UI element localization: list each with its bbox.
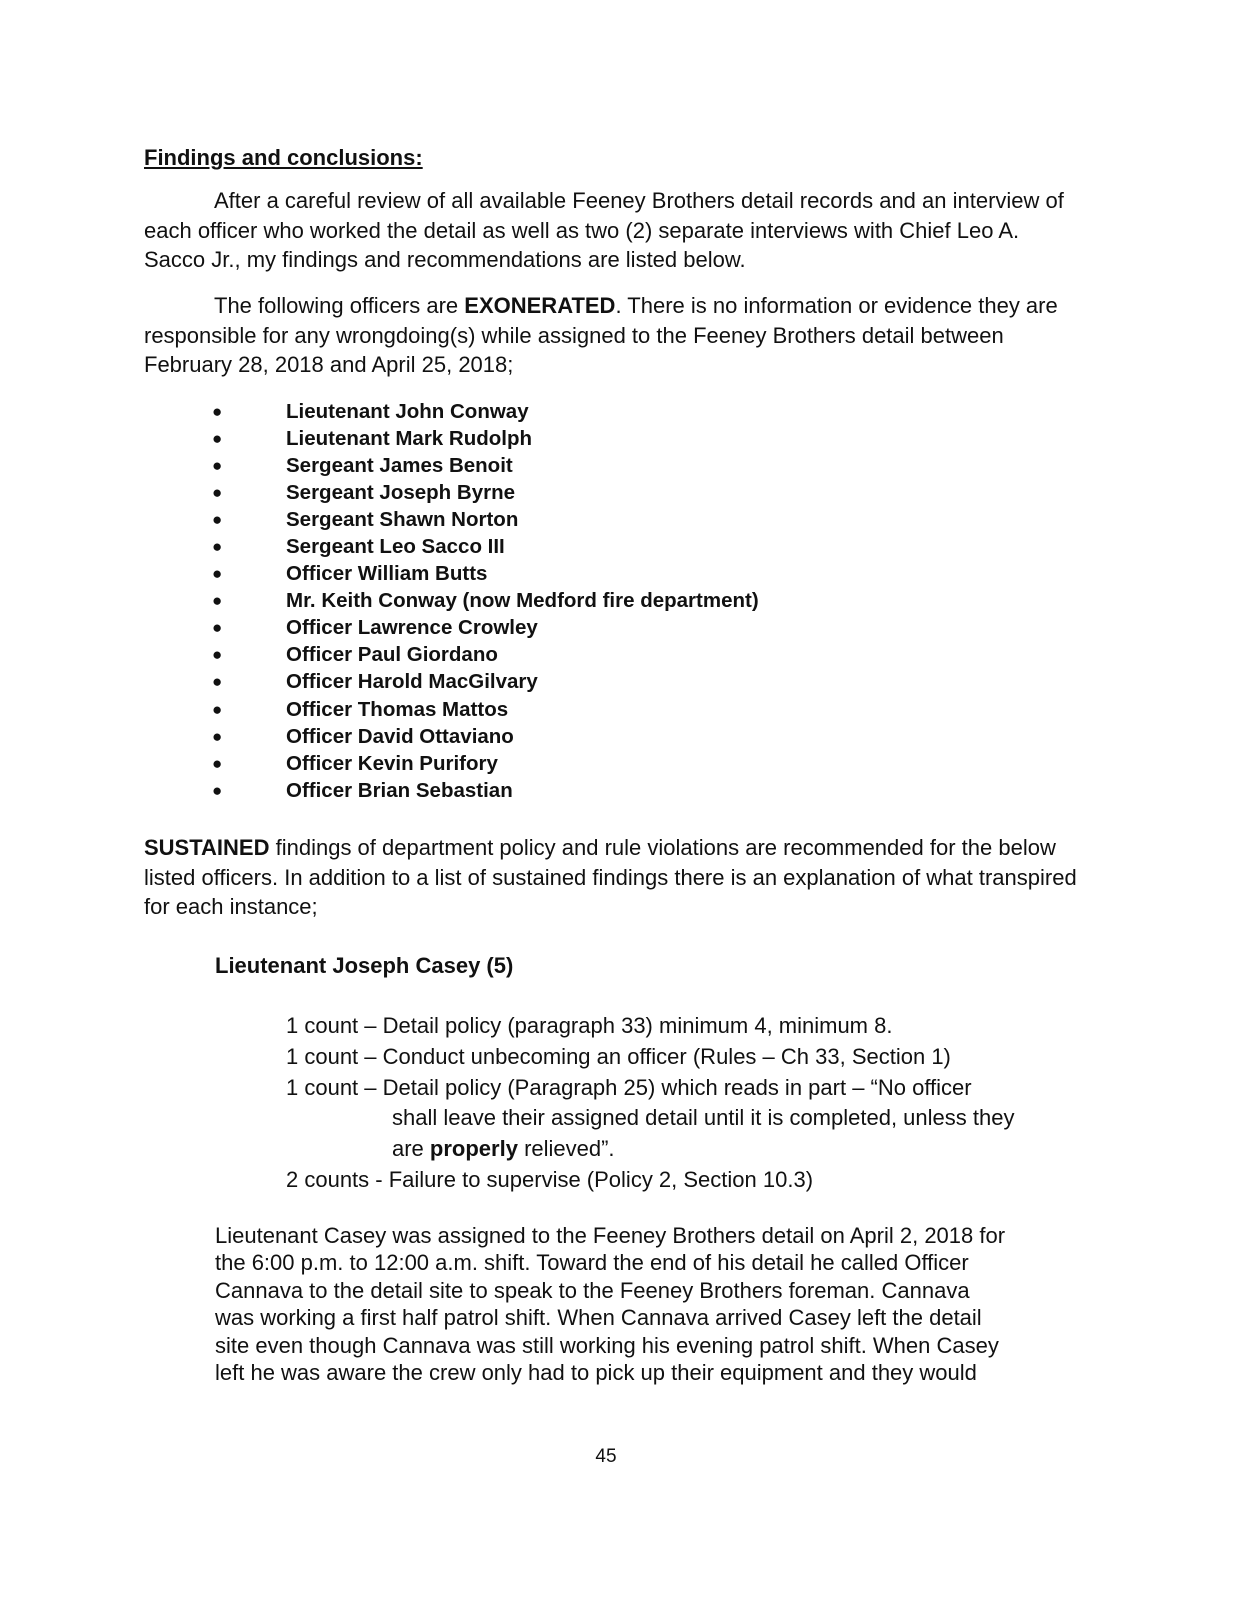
count-item: 2 counts - Failure to supervise (Policy 2, Section 10.3) — [286, 1166, 814, 1192]
exonerated-paragraph — [144, 291, 1084, 380]
narrative-line: Lieutenant Casey was assigned to the Feeney Brothers detail on April 2, 2018 for — [215, 1223, 1006, 1248]
section-heading: Findings and conclusions: — [144, 145, 423, 170]
bullet-icon: ● — [212, 482, 223, 502]
officer-list-item — [212, 642, 759, 669]
exonerated-keyword: EXONERATED — [464, 293, 616, 318]
officer-list-item — [212, 777, 759, 804]
count-text: are — [392, 1136, 430, 1162]
officer-list-item — [212, 425, 759, 452]
count-text: relieved”. — [517, 1136, 615, 1162]
exonerated-officer-list — [212, 398, 759, 804]
bullet-icon: ● — [212, 455, 223, 475]
officer-name: Officer Kevin Purifory — [286, 751, 498, 775]
sustained-text — [144, 833, 1084, 922]
officer-name: Sergeant Shawn Norton — [286, 507, 519, 531]
bullet-icon: ● — [212, 401, 223, 421]
bullet-icon: ● — [212, 428, 223, 448]
officer-list-item — [212, 479, 759, 506]
officer-list-item — [212, 723, 759, 750]
bullet-icon: ● — [212, 753, 223, 773]
bullet-icon: ● — [212, 564, 223, 584]
narrative-line: the 6:00 p.m. to 12:00 a.m. shift. Toward the end of his detail he called Officer — [215, 1250, 969, 1276]
narrative-line: site even though Cannava was still working his evening patrol shift. When Casey — [215, 1332, 999, 1358]
officer-list-item — [212, 669, 759, 696]
officer-name: Lieutenant John Conway — [286, 399, 529, 423]
bullet-icon: ● — [212, 726, 223, 746]
officer-list-item — [212, 533, 759, 560]
bullet-icon: ● — [212, 672, 223, 692]
officer-list-item — [212, 398, 759, 425]
count-item-continuation — [286, 1134, 1014, 1165]
officer-name: Officer Harold MacGilvary — [286, 670, 538, 694]
count-emphasis: properly — [429, 1136, 518, 1162]
exonerated-prefix: The following officers are — [214, 293, 465, 318]
count-item: 1 count – Detail policy (Paragraph 25) which reads in part – “No officer — [286, 1074, 972, 1100]
narrative-line: was working a first half patrol shift. When Cannava arrived Casey left the detail — [215, 1305, 982, 1331]
bullet-icon: ● — [212, 618, 223, 638]
officer-list-item — [212, 561, 759, 588]
officer-list-item — [212, 696, 759, 723]
officer-name: Officer Lawrence Crowley — [286, 616, 538, 640]
bullet-icon: ● — [212, 537, 223, 557]
exonerated-suffix: . There is no information or evidence they are responsible for any wrongdoing(s) while assigned to the Feeney Brothers detail between February 28, 2018 and April 25, 2018; — [144, 293, 1058, 377]
officer-list-item — [212, 506, 759, 533]
officer-name: Officer David Ottaviano — [286, 724, 514, 748]
officer-name: Officer Paul Giordano — [286, 643, 498, 667]
narrative-line: left he was aware the crew only had to pick up their equipment and they would — [215, 1360, 977, 1386]
bullet-icon: ● — [212, 780, 223, 800]
officer-name: Sergeant Joseph Byrne — [286, 480, 515, 504]
narrative-paragraph — [215, 1222, 1085, 1386]
sustained-keyword: SUSTAINED — [144, 835, 270, 860]
bullet-icon: ● — [212, 699, 223, 719]
bullet-icon: ● — [212, 509, 223, 529]
violation-counts — [286, 1011, 1014, 1196]
exonerated-text — [144, 291, 1084, 380]
bullet-icon: ● — [212, 645, 223, 665]
officer-list-item — [212, 750, 759, 777]
page-number: 45 — [595, 1446, 617, 1467]
officer-name: Sergeant Leo Sacco III — [286, 535, 505, 559]
officer-name: Mr. Keith Conway (now Medford fire department) — [286, 589, 759, 613]
count-item: 1 count – Conduct unbecoming an officer (Rules – Ch 33, Section 1) — [286, 1043, 951, 1069]
sustained-body: findings of department policy and rule violations are recommended for the below listed officers. In addition to a list of sustained findings there is an explanation of what transpired for each instance; — [144, 835, 1077, 919]
officer-list-item — [212, 588, 759, 615]
officer-name: Officer Thomas Mattos — [286, 697, 509, 721]
intro-paragraph — [144, 186, 1084, 275]
officer-list-item — [212, 452, 759, 479]
officer-name: Lieutenant Mark Rudolph — [286, 426, 532, 450]
officer-name: Officer Brian Sebastian — [286, 778, 513, 802]
bullet-icon: ● — [212, 591, 223, 611]
narrative-line: Cannava to the detail site to speak to the Feeney Brothers foreman. Cannava — [215, 1277, 970, 1303]
intro-text: After a careful review of all available Feeney Brothers detail records and an interview of each officer who worked the detail as well as two (2) separate interviews with Chief Leo A. Sacco Jr., my findings and recommendations are listed below. — [144, 188, 1064, 272]
officer-name: Sergeant James Benoit — [286, 453, 513, 477]
officer-heading: Lieutenant Joseph Casey (5) — [215, 953, 514, 978]
sustained-paragraph — [144, 833, 1084, 922]
officer-name: Officer William Butts — [286, 562, 488, 586]
officer-list-item — [212, 615, 759, 642]
count-item: 1 count – Detail policy (paragraph 33) minimum 4, minimum 8. — [286, 1013, 893, 1038]
count-item-continuation: shall leave their assigned detail until it is completed, unless they — [392, 1105, 1015, 1131]
